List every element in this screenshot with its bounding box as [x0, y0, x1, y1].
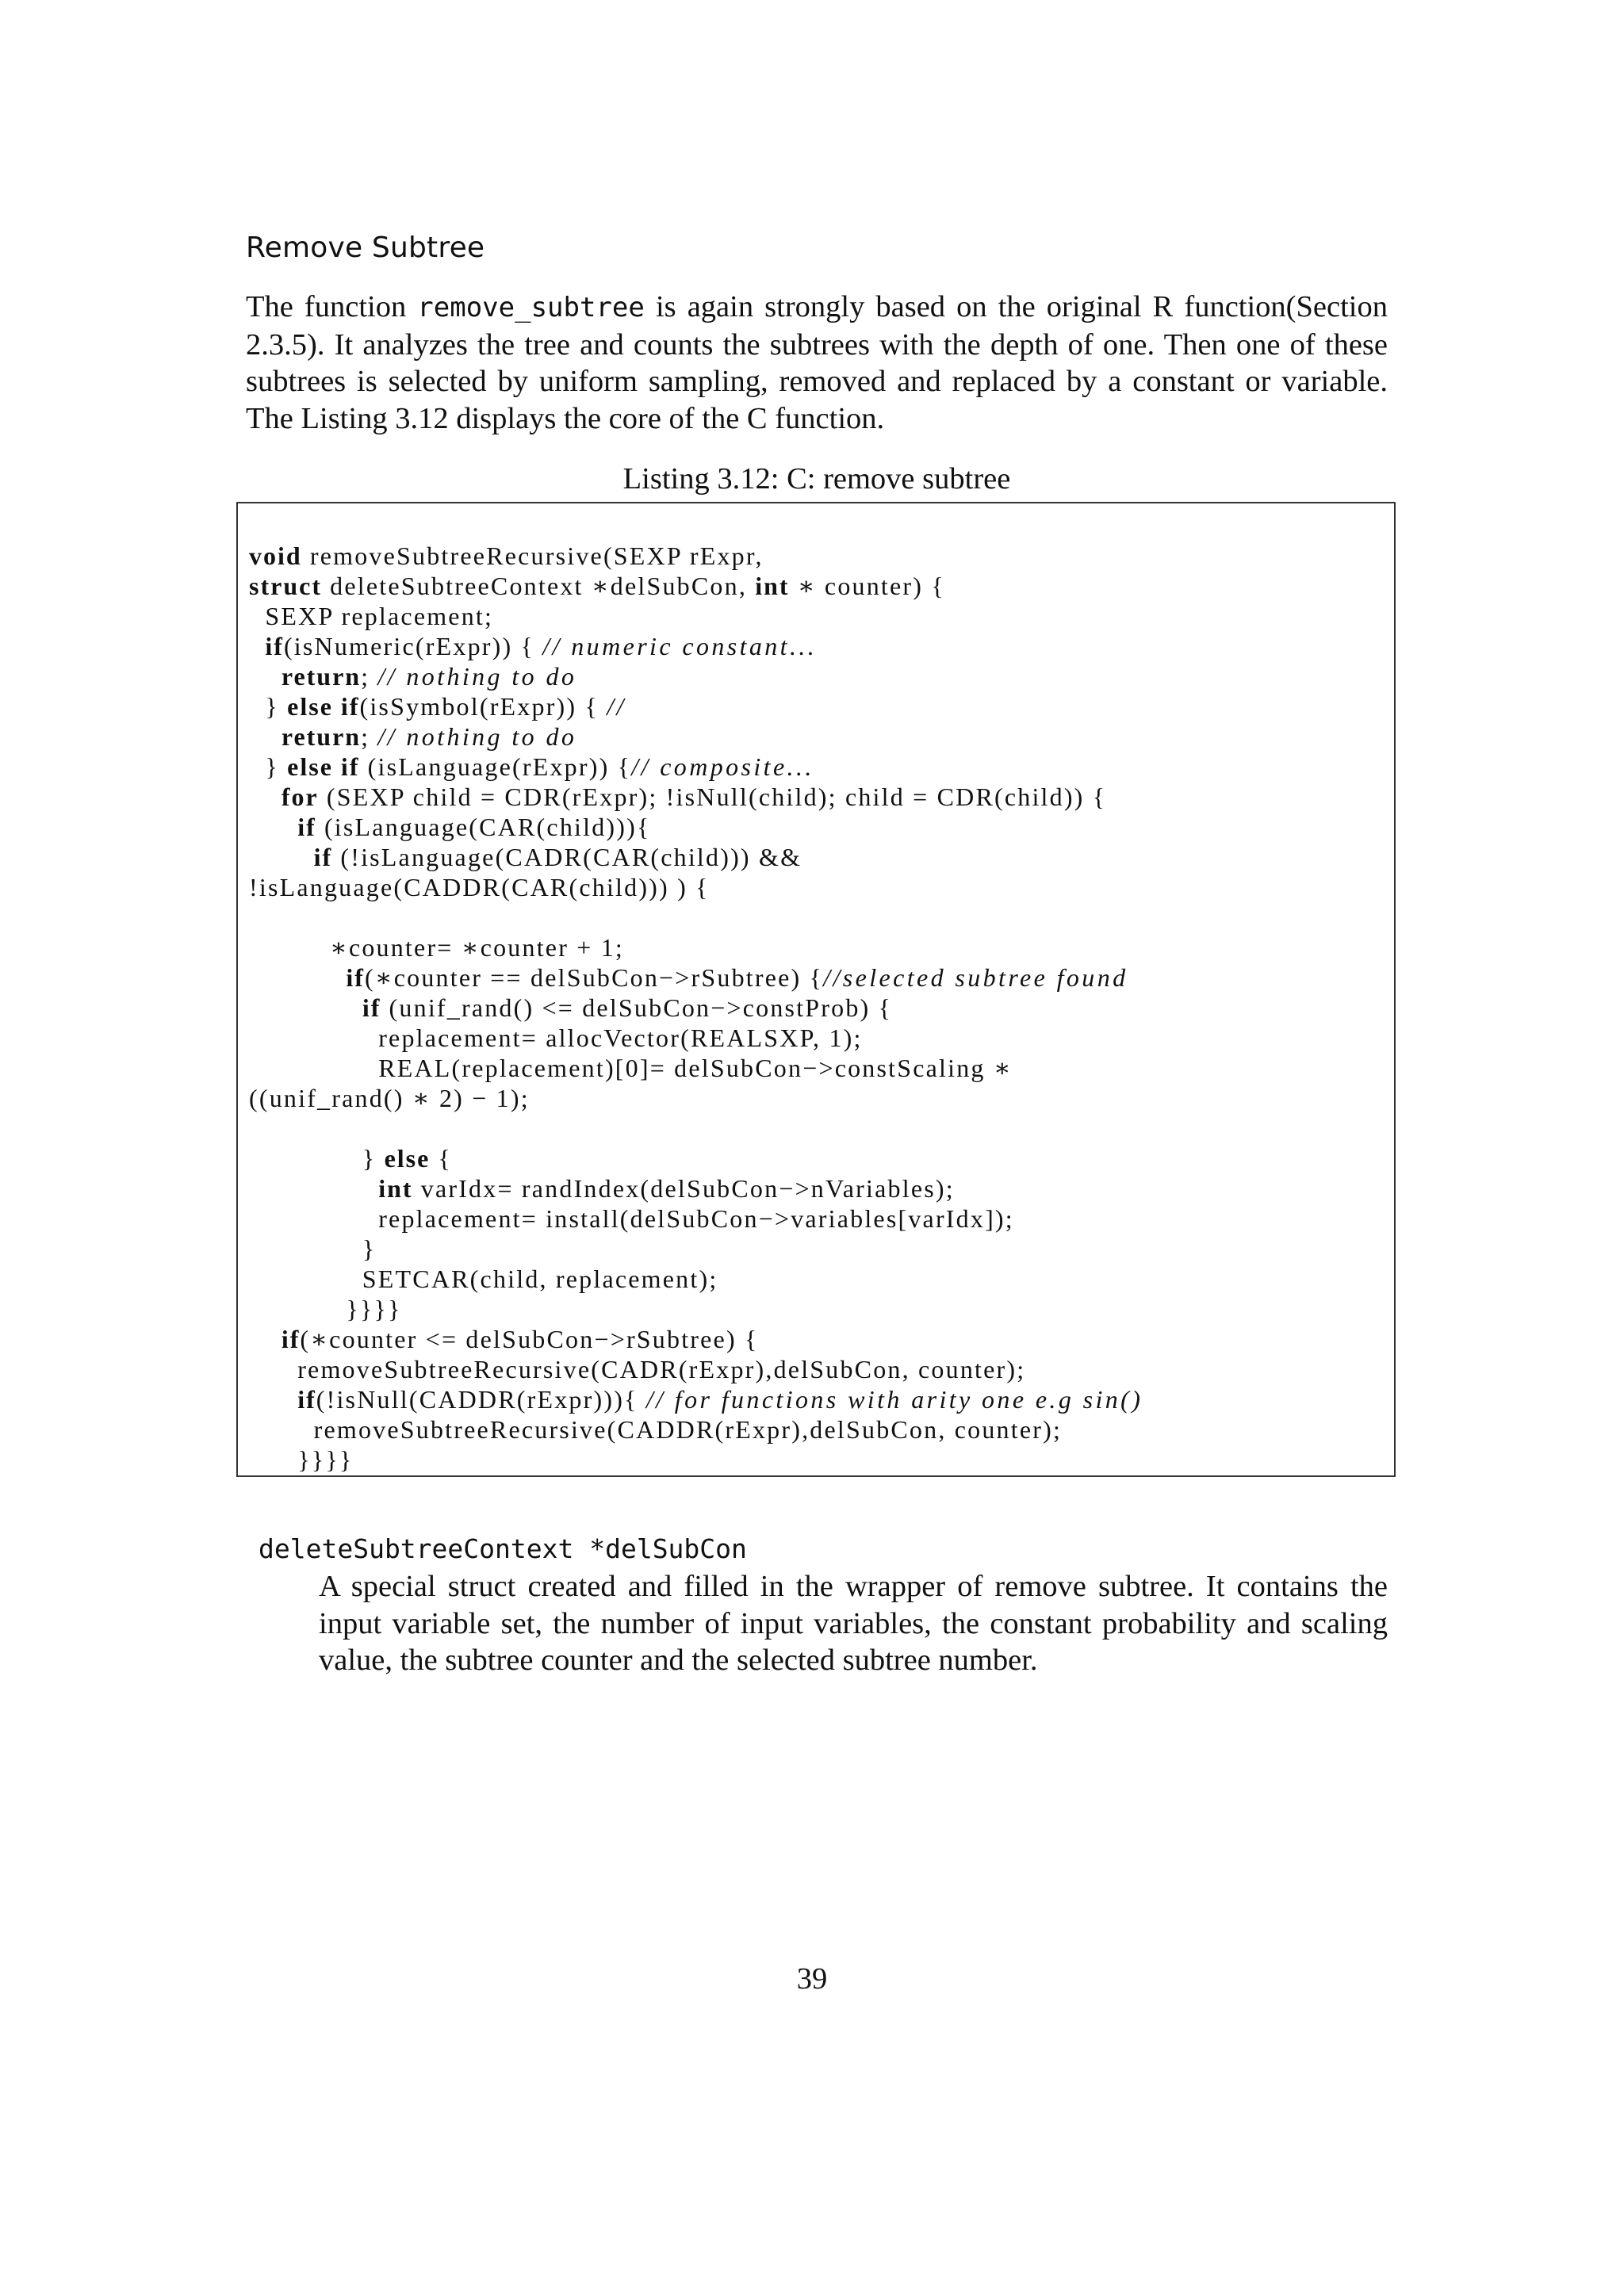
code-text: replacement= allocVector(REALSXP, 1);	[249, 1024, 863, 1052]
code-text: ∗ counter) {	[789, 572, 945, 600]
code-text: {	[430, 1144, 453, 1173]
section-heading: Remove Subtree	[246, 232, 485, 264]
code-text: (SEXP child = CDR(rExpr); !isNull(child); child = CDR(child)) {	[318, 783, 1107, 811]
code-text: (isLanguage(CAR(child))){	[316, 813, 651, 841]
code-text: removeSubtreeRecursive(SEXP rExpr,	[301, 541, 764, 570]
code-keyword: else if	[287, 752, 360, 781]
code-text	[249, 993, 362, 1022]
code-line	[249, 1113, 1143, 1143]
code-line	[249, 1143, 1143, 1173]
code-text: }	[249, 1234, 377, 1263]
code-text	[249, 1325, 282, 1353]
code-text: ;	[361, 662, 378, 691]
code-comment: // numeric constant...	[542, 632, 818, 660]
code-line	[249, 932, 1143, 962]
code-line	[249, 1023, 1143, 1053]
code-comment: //selected subtree found	[823, 963, 1128, 992]
code-line	[249, 1294, 1143, 1324]
code-text	[249, 783, 282, 811]
code-line	[249, 872, 1143, 902]
code-keyword: return	[281, 722, 362, 751]
code-keyword: if	[265, 632, 284, 660]
code-text: (!isLanguage(CADR(CAR(child))) &&	[332, 843, 802, 871]
code-keyword: void	[249, 541, 302, 570]
code-keyword: if	[362, 993, 381, 1022]
code-keyword: struct	[249, 572, 322, 600]
code-text	[249, 632, 265, 660]
code-keyword: if	[281, 1325, 301, 1353]
code-line	[249, 1173, 1143, 1203]
code-text	[249, 722, 282, 751]
code-line	[249, 1354, 1143, 1384]
code-text: varIdx= randIndex(delSubCon−>nVariables);	[412, 1174, 955, 1203]
code-text: ∗counter= ∗counter + 1;	[249, 933, 624, 962]
code-listing-box	[236, 502, 1396, 1477]
code-text: (isNumeric(rExpr)) {	[283, 632, 543, 660]
code-text: (unif_rand() <= delSubCon−>constProb) {	[381, 993, 893, 1022]
definition-body: A special struct created and filled in the wrapper of remove subtree. It contains the input variable set, the number of input variables, the constant probability and scaling value, the subtree counter and the selected subtree number.	[319, 1570, 1388, 1677]
code-keyword: else if	[287, 692, 360, 721]
code-keyword: if	[346, 963, 365, 992]
code-text: (!isNull(CADDR(rExpr))){	[316, 1385, 646, 1414]
intro-text-rest: is again strongly based on the original R function(Section 2.3.5). It analyzes the tree and counts the subtrees with the depth of one. Then one of these subtrees is selected by uniform sampling, removed and replaced by a constant or variable. The Listing 3.12 displays the core of the C function.	[246, 290, 1388, 435]
code-text: }	[249, 752, 288, 781]
code-line	[249, 993, 1143, 1023]
code-text: ;	[361, 722, 378, 751]
code-text: REAL(replacement)[0]= delSubCon−>constScaling ∗	[249, 1054, 1013, 1082]
code-text: (isSymbol(rExpr)) {	[359, 692, 607, 721]
code-line	[249, 1234, 1143, 1264]
inline-code-function-name: remove_subtree	[417, 292, 645, 323]
code-text	[249, 662, 282, 691]
intro-paragraph	[246, 289, 1388, 437]
code-text: !isLanguage(CADDR(CAR(child))) ) {	[249, 873, 710, 901]
code-line	[249, 631, 1143, 661]
code-keyword: int	[755, 572, 790, 600]
code-line	[249, 782, 1143, 812]
code-text: (∗counter == delSubCon−>rSubtree) {	[364, 963, 824, 992]
code-keyword: for	[281, 783, 319, 811]
code-text: deleteSubtreeContext ∗delSubCon,	[321, 572, 756, 600]
code-keyword: if	[297, 813, 316, 841]
code-text: replacement= install(delSubCon−>variables[varIdx]);	[249, 1204, 1014, 1233]
code-text: }}}}	[249, 1445, 354, 1474]
code-line	[249, 721, 1143, 752]
code-line	[249, 752, 1143, 782]
code-keyword: return	[281, 662, 362, 691]
code-text: }	[249, 692, 288, 721]
code-text: ((unif_rand() ∗ 2) − 1);	[249, 1084, 530, 1112]
code-comment: // for functions with arity one e.g sin()	[645, 1385, 1143, 1414]
code-line	[249, 1324, 1143, 1354]
code-text	[249, 813, 297, 841]
code-text: }	[249, 1144, 385, 1173]
code-line	[249, 1445, 1143, 1475]
intro-text-start: The function	[246, 290, 418, 323]
code-keyword: if	[297, 1385, 316, 1414]
code-text: (isLanguage(rExpr)) {	[359, 752, 632, 781]
page-number: 39	[796, 1962, 828, 1996]
definition-term: deleteSubtreeContext *delSubCon	[259, 1533, 747, 1564]
code-line	[249, 1203, 1143, 1234]
code-text	[249, 963, 346, 992]
code-block	[249, 541, 1143, 1475]
listing-caption: Listing 3.12: C: remove subtree	[622, 462, 1011, 496]
code-line	[249, 902, 1143, 932]
code-keyword: else	[384, 1144, 431, 1173]
code-text	[249, 843, 314, 871]
code-text: (∗counter <= delSubCon−>rSubtree) {	[300, 1325, 759, 1353]
code-line	[249, 541, 1143, 571]
code-keyword: int	[378, 1174, 413, 1203]
code-line	[249, 1264, 1143, 1294]
code-line	[249, 1384, 1143, 1414]
code-text	[249, 1174, 378, 1203]
code-line	[249, 812, 1143, 842]
code-line	[249, 1414, 1143, 1445]
code-text	[249, 1385, 297, 1414]
code-comment: // composite...	[631, 752, 814, 781]
code-line	[249, 1083, 1143, 1113]
code-line	[249, 661, 1143, 691]
code-text: SETCAR(child, replacement);	[249, 1265, 718, 1293]
code-line	[249, 842, 1143, 872]
code-line	[249, 601, 1143, 631]
code-text: SEXP replacement;	[249, 602, 494, 630]
code-line	[249, 571, 1143, 601]
code-comment: // nothing to do	[377, 722, 577, 751]
code-comment: //	[607, 692, 626, 721]
code-line	[249, 1053, 1143, 1083]
code-text: removeSubtreeRecursive(CADR(rExpr),delSubCon, counter);	[249, 1355, 1026, 1383]
code-line	[249, 962, 1143, 993]
code-comment: // nothing to do	[377, 662, 577, 691]
code-line	[249, 691, 1143, 721]
code-text: removeSubtreeRecursive(CADDR(rExpr),delSubCon, counter);	[249, 1415, 1063, 1444]
code-text: }}}}	[249, 1295, 402, 1323]
code-keyword: if	[313, 843, 333, 871]
